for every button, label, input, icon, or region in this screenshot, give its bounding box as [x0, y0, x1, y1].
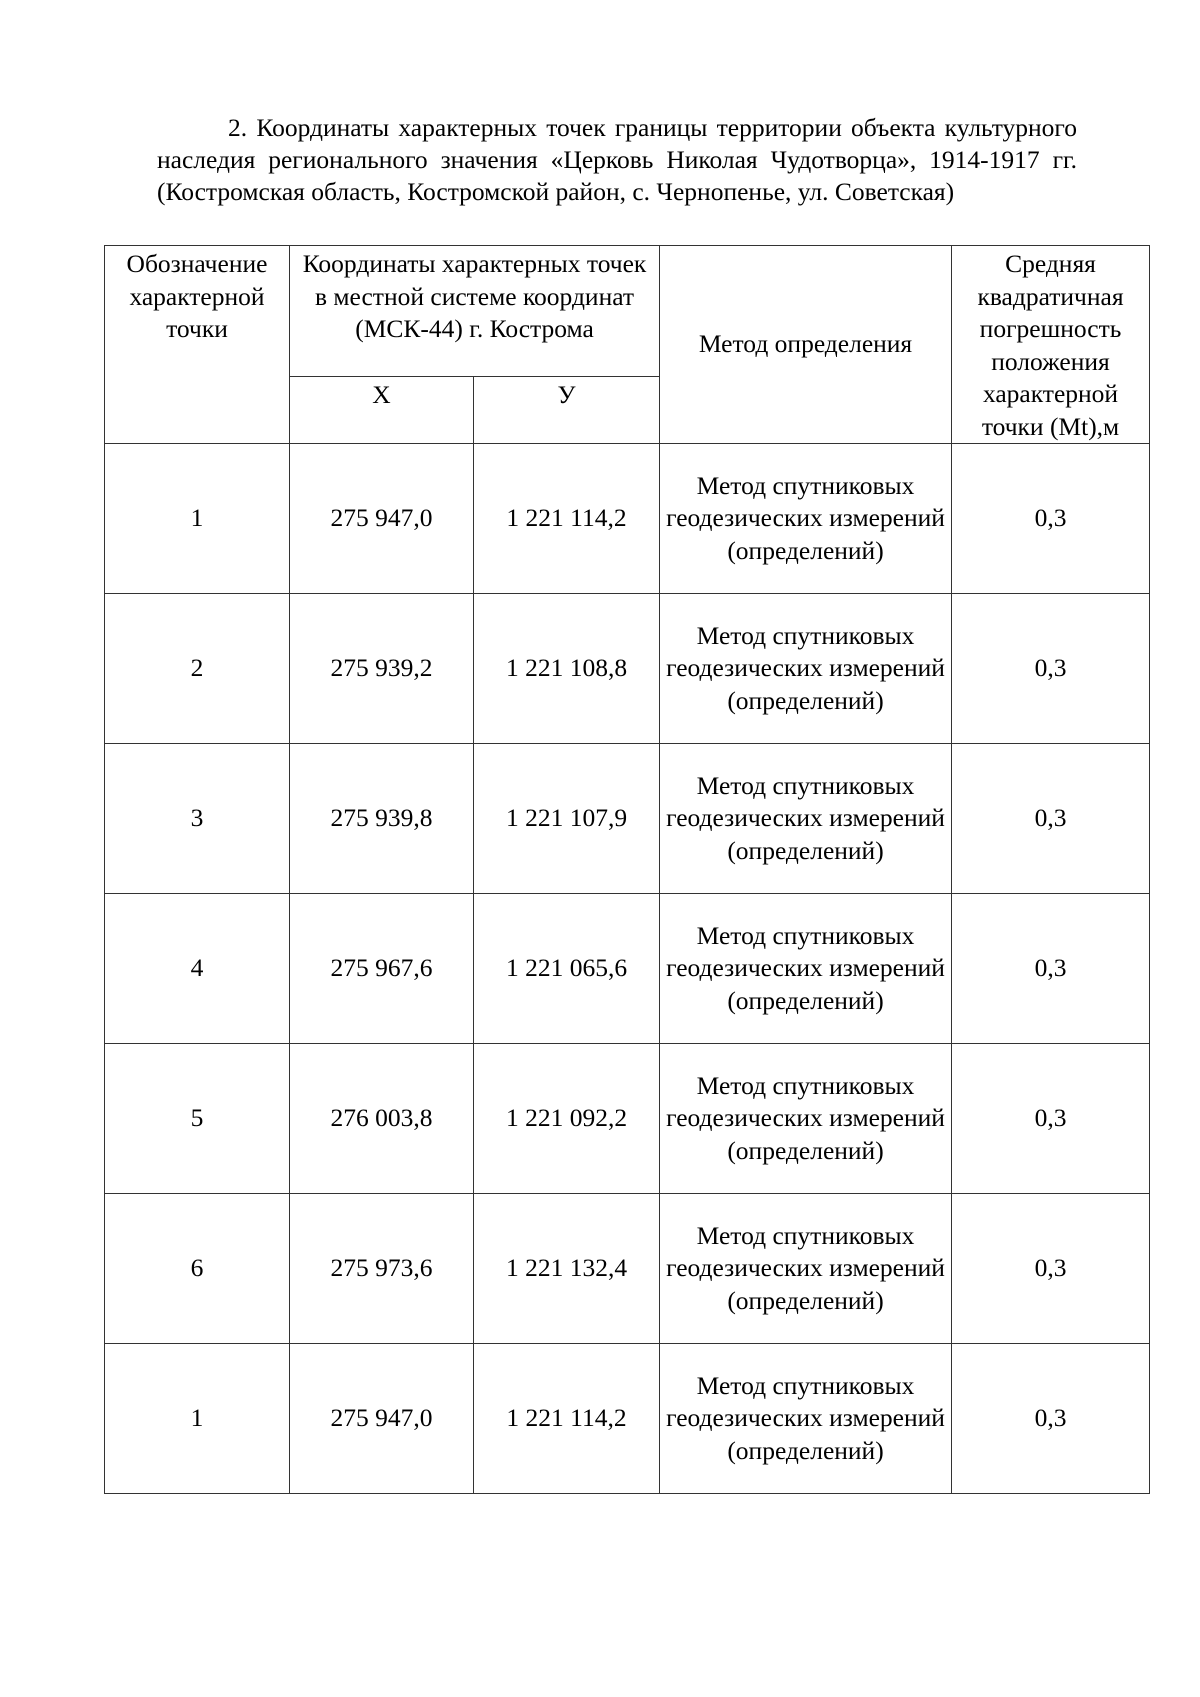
cell-x: 275 967,6 [290, 894, 474, 1044]
cell-point: 2 [105, 594, 290, 744]
cell-error: 0,3 [952, 444, 1150, 594]
cell-x: 275 947,0 [290, 1344, 474, 1494]
cell-y: 1 221 107,9 [474, 744, 660, 894]
section-heading-text: 2. Координаты характерных точек границы территории объекта культурного наследия регионального значения «Церковь Николая Чудотворца», 1914-1917 гг. (Костромская область, Костромской район, с. Чернопенье, ул. Советская) [157, 113, 1077, 206]
cell-y: 1 221 065,6 [474, 894, 660, 1044]
coordinates-table [104, 245, 1150, 1494]
header-point: Обозначение характерной точки [105, 246, 290, 444]
table-row [105, 594, 1150, 744]
cell-error: 0,3 [952, 1044, 1150, 1194]
cell-method: Метод спутниковых геодезических измерений (определений) [660, 444, 952, 594]
cell-point: 5 [105, 1044, 290, 1194]
cell-point: 6 [105, 1194, 290, 1344]
cell-point: 4 [105, 894, 290, 1044]
cell-method: Метод спутниковых геодезических измерений (определений) [660, 744, 952, 894]
cell-method: Метод спутниковых геодезических измерений (определений) [660, 1344, 952, 1494]
table-header-row [105, 246, 1150, 377]
table-row [105, 444, 1150, 594]
cell-error: 0,3 [952, 894, 1150, 1044]
section-heading [157, 112, 1077, 208]
cell-x: 275 939,8 [290, 744, 474, 894]
header-method: Метод определения [660, 246, 952, 444]
cell-x: 275 947,0 [290, 444, 474, 594]
cell-method: Метод спутниковых геодезических измерений (определений) [660, 1044, 952, 1194]
header-coords: Координаты характерных точек в местной системе координат (МСК-44) г. Кострома [290, 246, 660, 377]
cell-y: 1 221 092,2 [474, 1044, 660, 1194]
cell-point: 3 [105, 744, 290, 894]
cell-error: 0,3 [952, 594, 1150, 744]
table-row [105, 744, 1150, 894]
cell-point: 1 [105, 444, 290, 594]
cell-x: 275 939,2 [290, 594, 474, 744]
cell-method: Метод спутниковых геодезических измерений (определений) [660, 594, 952, 744]
table-row [105, 1044, 1150, 1194]
cell-method: Метод спутниковых геодезических измерений (определений) [660, 894, 952, 1044]
cell-y: 1 221 108,8 [474, 594, 660, 744]
cell-y: 1 221 132,4 [474, 1194, 660, 1344]
header-x: Х [290, 377, 474, 444]
cell-x: 275 973,6 [290, 1194, 474, 1344]
cell-error: 0,3 [952, 1344, 1150, 1494]
cell-y: 1 221 114,2 [474, 1344, 660, 1494]
cell-point: 1 [105, 1344, 290, 1494]
cell-error: 0,3 [952, 1194, 1150, 1344]
header-error: Средняя квадратичная погрешность положения характерной точки (Mt),м [952, 246, 1150, 444]
cell-error: 0,3 [952, 744, 1150, 894]
cell-method: Метод спутниковых геодезических измерений (определений) [660, 1194, 952, 1344]
table-row [105, 894, 1150, 1044]
cell-y: 1 221 114,2 [474, 444, 660, 594]
table-row [105, 1344, 1150, 1494]
cell-x: 276 003,8 [290, 1044, 474, 1194]
header-y: У [474, 377, 660, 444]
table-row [105, 1194, 1150, 1344]
